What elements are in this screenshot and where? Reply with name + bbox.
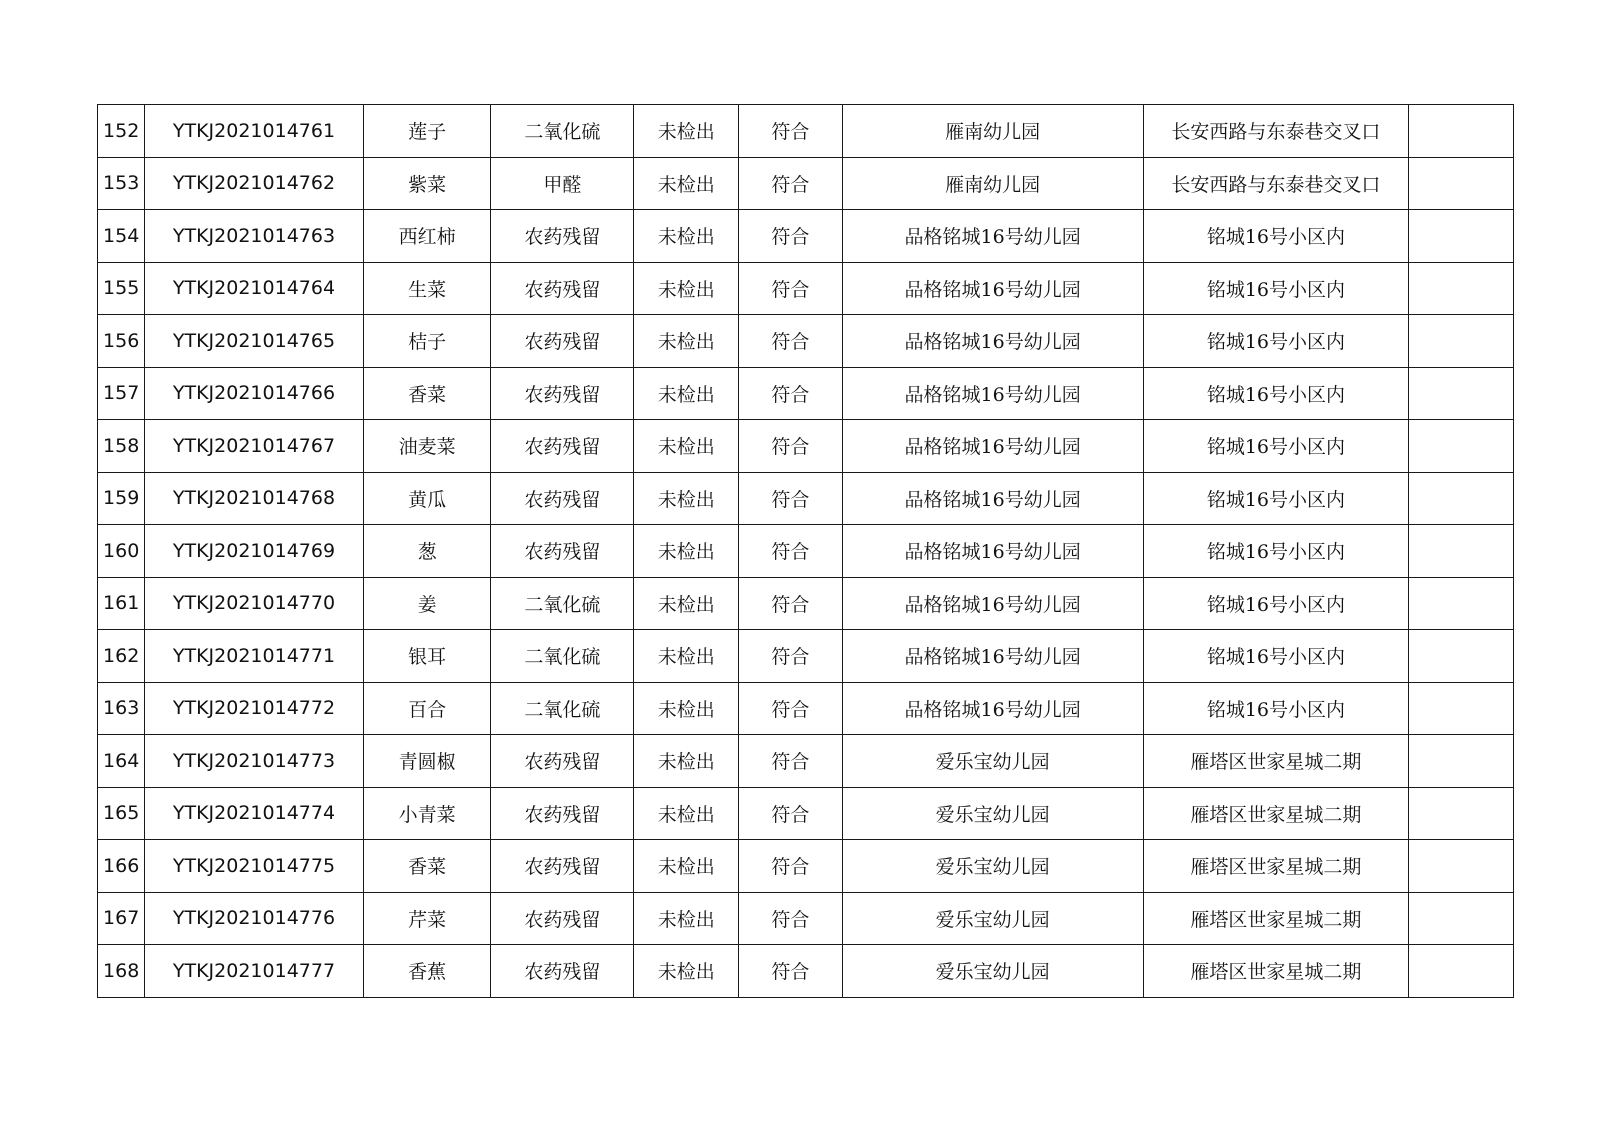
test-item-cell: 农药残留	[491, 787, 634, 840]
verdict-cell: 符合	[739, 892, 843, 945]
verdict-cell: 符合	[739, 525, 843, 578]
row-number-cell: 166	[98, 840, 145, 893]
unit-address-cell: 雁塔区世家星城二期	[1143, 787, 1409, 840]
sample-code-cell: YTKJ2021014763	[145, 210, 363, 263]
sample-code-cell: YTKJ2021014761	[145, 105, 363, 158]
test-item-cell: 农药残留	[491, 892, 634, 945]
verdict-cell: 符合	[739, 787, 843, 840]
sampled-unit-cell: 品格铭城16号幼儿园	[842, 315, 1143, 368]
sample-name-cell: 生菜	[363, 262, 491, 315]
sampled-unit-cell: 品格铭城16号幼儿园	[842, 472, 1143, 525]
sample-code-cell: YTKJ2021014777	[145, 945, 363, 998]
remark-cell	[1409, 945, 1514, 998]
sampled-unit-cell: 品格铭城16号幼儿园	[842, 682, 1143, 735]
unit-address-cell: 铭城16号小区内	[1143, 262, 1409, 315]
test-item-cell: 农药残留	[491, 210, 634, 263]
row-number-cell: 155	[98, 262, 145, 315]
table-row	[98, 892, 1514, 945]
sampled-unit-cell: 雁南幼儿园	[842, 157, 1143, 210]
unit-address-cell: 铭城16号小区内	[1143, 577, 1409, 630]
sample-name-cell: 百合	[363, 682, 491, 735]
sample-name-cell: 葱	[363, 525, 491, 578]
row-number-cell: 165	[98, 787, 145, 840]
row-number-cell: 153	[98, 157, 145, 210]
test-item-cell: 农药残留	[491, 472, 634, 525]
verdict-cell: 符合	[739, 682, 843, 735]
sample-code-cell: YTKJ2021014766	[145, 367, 363, 420]
row-number-cell: 160	[98, 525, 145, 578]
test-item-cell: 农药残留	[491, 315, 634, 368]
verdict-cell: 符合	[739, 210, 843, 263]
sampled-unit-cell: 品格铭城16号幼儿园	[842, 525, 1143, 578]
remark-cell	[1409, 367, 1514, 420]
test-result-cell: 未检出	[634, 945, 739, 998]
table-row	[98, 315, 1514, 368]
test-item-cell: 农药残留	[491, 840, 634, 893]
table-row	[98, 367, 1514, 420]
test-result-cell: 未检出	[634, 420, 739, 473]
row-number-cell: 154	[98, 210, 145, 263]
remark-cell	[1409, 420, 1514, 473]
sampled-unit-cell: 品格铭城16号幼儿园	[842, 367, 1143, 420]
table-row	[98, 262, 1514, 315]
sampled-unit-cell: 品格铭城16号幼儿园	[842, 420, 1143, 473]
sample-code-cell: YTKJ2021014762	[145, 157, 363, 210]
sample-name-cell: 香蕉	[363, 945, 491, 998]
table-row	[98, 157, 1514, 210]
row-number-cell: 158	[98, 420, 145, 473]
test-result-cell: 未检出	[634, 735, 739, 788]
sample-name-cell: 西红柿	[363, 210, 491, 263]
row-number-cell: 161	[98, 577, 145, 630]
verdict-cell: 符合	[739, 315, 843, 368]
table-row	[98, 105, 1514, 158]
sample-name-cell: 香菜	[363, 840, 491, 893]
test-result-cell: 未检出	[634, 892, 739, 945]
table-row	[98, 945, 1514, 998]
unit-address-cell: 铭城16号小区内	[1143, 682, 1409, 735]
verdict-cell: 符合	[739, 157, 843, 210]
sample-name-cell: 黄瓜	[363, 472, 491, 525]
sample-name-cell: 莲子	[363, 105, 491, 158]
remark-cell	[1409, 682, 1514, 735]
sampled-unit-cell: 爱乐宝幼儿园	[842, 735, 1143, 788]
sample-name-cell: 姜	[363, 577, 491, 630]
unit-address-cell: 铭城16号小区内	[1143, 630, 1409, 683]
verdict-cell: 符合	[739, 367, 843, 420]
remark-cell	[1409, 735, 1514, 788]
row-number-cell: 168	[98, 945, 145, 998]
sampled-unit-cell: 爱乐宝幼儿园	[842, 787, 1143, 840]
sample-code-cell: YTKJ2021014774	[145, 787, 363, 840]
unit-address-cell: 铭城16号小区内	[1143, 472, 1409, 525]
inspection-results-table	[97, 104, 1514, 998]
test-result-cell: 未检出	[634, 630, 739, 683]
row-number-cell: 162	[98, 630, 145, 683]
row-number-cell: 164	[98, 735, 145, 788]
sampled-unit-cell: 品格铭城16号幼儿园	[842, 577, 1143, 630]
remark-cell	[1409, 525, 1514, 578]
verdict-cell: 符合	[739, 262, 843, 315]
test-result-cell: 未检出	[634, 367, 739, 420]
verdict-cell: 符合	[739, 840, 843, 893]
test-item-cell: 农药残留	[491, 735, 634, 788]
table-row	[98, 735, 1514, 788]
remark-cell	[1409, 630, 1514, 683]
unit-address-cell: 长安西路与东泰巷交叉口	[1143, 157, 1409, 210]
remark-cell	[1409, 157, 1514, 210]
sampled-unit-cell: 品格铭城16号幼儿园	[842, 262, 1143, 315]
sampled-unit-cell: 品格铭城16号幼儿园	[842, 630, 1143, 683]
table-row	[98, 840, 1514, 893]
sampled-unit-cell: 品格铭城16号幼儿园	[842, 210, 1143, 263]
verdict-cell: 符合	[739, 105, 843, 158]
remark-cell	[1409, 840, 1514, 893]
unit-address-cell: 雁塔区世家星城二期	[1143, 892, 1409, 945]
test-item-cell: 农药残留	[491, 945, 634, 998]
sample-code-cell: YTKJ2021014775	[145, 840, 363, 893]
unit-address-cell: 铭城16号小区内	[1143, 525, 1409, 578]
sample-code-cell: YTKJ2021014773	[145, 735, 363, 788]
remark-cell	[1409, 892, 1514, 945]
sampled-unit-cell: 爱乐宝幼儿园	[842, 892, 1143, 945]
verdict-cell: 符合	[739, 577, 843, 630]
table-row	[98, 787, 1514, 840]
table-row	[98, 525, 1514, 578]
sample-code-cell: YTKJ2021014770	[145, 577, 363, 630]
table-row	[98, 577, 1514, 630]
sample-name-cell: 小青菜	[363, 787, 491, 840]
sample-code-cell: YTKJ2021014767	[145, 420, 363, 473]
remark-cell	[1409, 315, 1514, 368]
unit-address-cell: 铭城16号小区内	[1143, 210, 1409, 263]
row-number-cell: 167	[98, 892, 145, 945]
sample-name-cell: 芹菜	[363, 892, 491, 945]
sample-name-cell: 紫菜	[363, 157, 491, 210]
test-item-cell: 农药残留	[491, 367, 634, 420]
test-result-cell: 未检出	[634, 472, 739, 525]
verdict-cell: 符合	[739, 735, 843, 788]
test-result-cell: 未检出	[634, 262, 739, 315]
test-item-cell: 农药残留	[491, 525, 634, 578]
test-item-cell: 二氧化硫	[491, 682, 634, 735]
sample-code-cell: YTKJ2021014764	[145, 262, 363, 315]
unit-address-cell: 铭城16号小区内	[1143, 367, 1409, 420]
row-number-cell: 159	[98, 472, 145, 525]
sampled-unit-cell: 爱乐宝幼儿园	[842, 945, 1143, 998]
table-row	[98, 472, 1514, 525]
sample-code-cell: YTKJ2021014765	[145, 315, 363, 368]
unit-address-cell: 铭城16号小区内	[1143, 420, 1409, 473]
test-result-cell: 未检出	[634, 315, 739, 368]
unit-address-cell: 雁塔区世家星城二期	[1143, 840, 1409, 893]
test-item-cell: 二氧化硫	[491, 630, 634, 683]
sample-code-cell: YTKJ2021014776	[145, 892, 363, 945]
verdict-cell: 符合	[739, 472, 843, 525]
test-item-cell: 甲醛	[491, 157, 634, 210]
test-result-cell: 未检出	[634, 840, 739, 893]
row-number-cell: 157	[98, 367, 145, 420]
unit-address-cell: 雁塔区世家星城二期	[1143, 945, 1409, 998]
remark-cell	[1409, 262, 1514, 315]
sampled-unit-cell: 爱乐宝幼儿园	[842, 840, 1143, 893]
test-result-cell: 未检出	[634, 525, 739, 578]
test-item-cell: 二氧化硫	[491, 105, 634, 158]
remark-cell	[1409, 577, 1514, 630]
unit-address-cell: 铭城16号小区内	[1143, 315, 1409, 368]
sampled-unit-cell: 雁南幼儿园	[842, 105, 1143, 158]
table-row	[98, 630, 1514, 683]
unit-address-cell: 雁塔区世家星城二期	[1143, 735, 1409, 788]
test-item-cell: 二氧化硫	[491, 577, 634, 630]
verdict-cell: 符合	[739, 420, 843, 473]
sample-code-cell: YTKJ2021014772	[145, 682, 363, 735]
remark-cell	[1409, 787, 1514, 840]
test-result-cell: 未检出	[634, 577, 739, 630]
table-body	[98, 105, 1514, 998]
sample-code-cell: YTKJ2021014768	[145, 472, 363, 525]
sample-name-cell: 青圆椒	[363, 735, 491, 788]
sample-name-cell: 桔子	[363, 315, 491, 368]
sample-code-cell: YTKJ2021014769	[145, 525, 363, 578]
unit-address-cell: 长安西路与东泰巷交叉口	[1143, 105, 1409, 158]
table-row	[98, 210, 1514, 263]
table-row	[98, 420, 1514, 473]
test-result-cell: 未检出	[634, 682, 739, 735]
remark-cell	[1409, 472, 1514, 525]
test-result-cell: 未检出	[634, 105, 739, 158]
sample-name-cell: 银耳	[363, 630, 491, 683]
table-row	[98, 682, 1514, 735]
verdict-cell: 符合	[739, 945, 843, 998]
test-item-cell: 农药残留	[491, 420, 634, 473]
sample-code-cell: YTKJ2021014771	[145, 630, 363, 683]
sample-name-cell: 油麦菜	[363, 420, 491, 473]
row-number-cell: 156	[98, 315, 145, 368]
row-number-cell: 163	[98, 682, 145, 735]
test-result-cell: 未检出	[634, 157, 739, 210]
test-result-cell: 未检出	[634, 210, 739, 263]
test-item-cell: 农药残留	[491, 262, 634, 315]
remark-cell	[1409, 105, 1514, 158]
test-result-cell: 未检出	[634, 787, 739, 840]
verdict-cell: 符合	[739, 630, 843, 683]
sample-name-cell: 香菜	[363, 367, 491, 420]
row-number-cell: 152	[98, 105, 145, 158]
remark-cell	[1409, 210, 1514, 263]
